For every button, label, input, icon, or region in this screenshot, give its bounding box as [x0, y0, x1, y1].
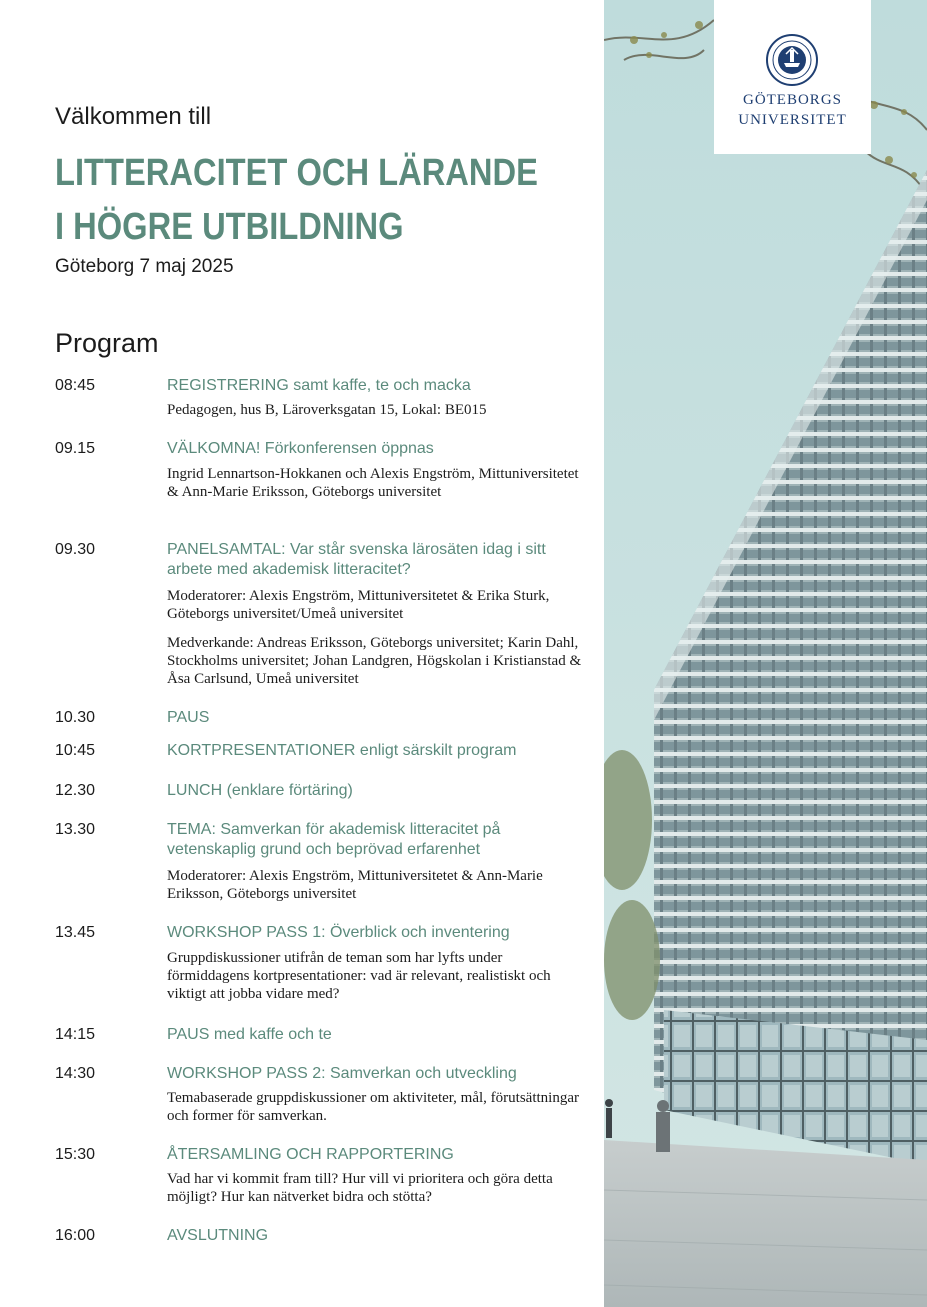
event-title	[55, 146, 538, 254]
item-time: 16:00	[55, 1227, 96, 1244]
item-time: 12.30	[55, 782, 96, 799]
event-title-line-1: LITTERACITET OCH LÄRANDE	[55, 152, 538, 194]
event-title-line-2: I HÖGRE UTBILDNING	[55, 206, 404, 248]
item-heading: TEMA: Samverkan för akademisk litteracitet på vetenskaplig grund och beprövad erfarenhet	[167, 821, 501, 858]
item-time: 10.30	[55, 709, 96, 726]
item-heading: WORKSHOP PASS 2: Samverkan och utveckling	[167, 1065, 517, 1082]
item-description: Vad har vi kommit fram till? Hur vill vi prioritera och göra detta möjligt? Hur kan nätverket bidra och stötta?	[167, 1171, 553, 1205]
event-date: Göteborg 7 maj 2025	[55, 256, 234, 277]
item-heading: WORKSHOP PASS 1: Överblick och inventering	[167, 924, 510, 941]
item-time: 09.15	[55, 440, 96, 457]
item-participants: Medverkande: Andreas Eriksson, Göteborgs universitet; Karin Dahl, Stockholms universitet; Johan Landgren, Högskolan i Kristianstad & Åsa Carlsund, Umeå universitet	[167, 635, 582, 687]
item-time: 14:30	[55, 1065, 96, 1082]
item-heading: AVSLUTNING	[167, 1227, 269, 1244]
item-time: 08:45	[55, 377, 96, 394]
item-description: Ingrid Lennartson-Hokkanen och Alexis Engström, Mittuniversitetet & Ann-Marie Eriksson, Göteborgs universitet	[167, 466, 579, 500]
building-photo	[604, 0, 927, 1307]
item-time: 15:30	[55, 1146, 96, 1163]
item-heading: REGISTRERING samt kaffe, te och macka	[167, 377, 471, 394]
item-time: 13.45	[55, 924, 96, 941]
item-heading: PAUS	[167, 709, 210, 726]
welcome-intro: Välkommen till	[55, 103, 212, 130]
item-heading: ÅTERSAMLING OCH RAPPORTERING	[167, 1146, 454, 1163]
logo-text-line-2: UNIVERSITET	[738, 112, 847, 128]
item-heading: PAUS med kaffe och te	[167, 1026, 332, 1043]
item-description: Moderatorer: Alexis Engström, Mittuniversitetet & Erika Sturk, Göteborgs universitet/Umeå universitet	[167, 588, 550, 622]
item-description: Moderatorer: Alexis Engström, Mittuniversitetet & Ann-Marie Eriksson, Göteborgs universitet	[167, 868, 543, 902]
item-description: Temabaserade gruppdiskussioner om aktiviteter, mål, förutsättningar och former för samverkan.	[167, 1090, 579, 1124]
item-description: Gruppdiskussioner utifrån de teman som har lyfts under förmiddagens kortpresentationer: vad är relevant, realistiskt och viktigt att jobba vidare med?	[167, 950, 551, 1002]
item-heading: LUNCH (enklare förtäring)	[167, 782, 353, 799]
program-heading: Program	[55, 328, 159, 358]
logo-text-line-1: GÖTEBORGS	[742, 92, 842, 108]
item-description: Pedagogen, hus B, Läroverksgatan 15, Lokal: BE015	[167, 402, 487, 418]
item-heading: PANELSAMTAL: Var står svenska lärosäten idag i sitt arbete med akademisk litteracitet?	[167, 541, 546, 578]
item-time: 10:45	[55, 742, 96, 759]
item-time: 14:15	[55, 1026, 96, 1043]
university-seal-icon	[714, 0, 871, 154]
item-heading: KORTPRESENTATIONER enligt särskilt program	[167, 742, 517, 759]
university-logo	[714, 0, 871, 154]
item-time: 13.30	[55, 821, 96, 838]
item-heading: VÄLKOMNA! Förkonferensen öppnas	[167, 440, 434, 457]
item-time: 09.30	[55, 541, 96, 558]
